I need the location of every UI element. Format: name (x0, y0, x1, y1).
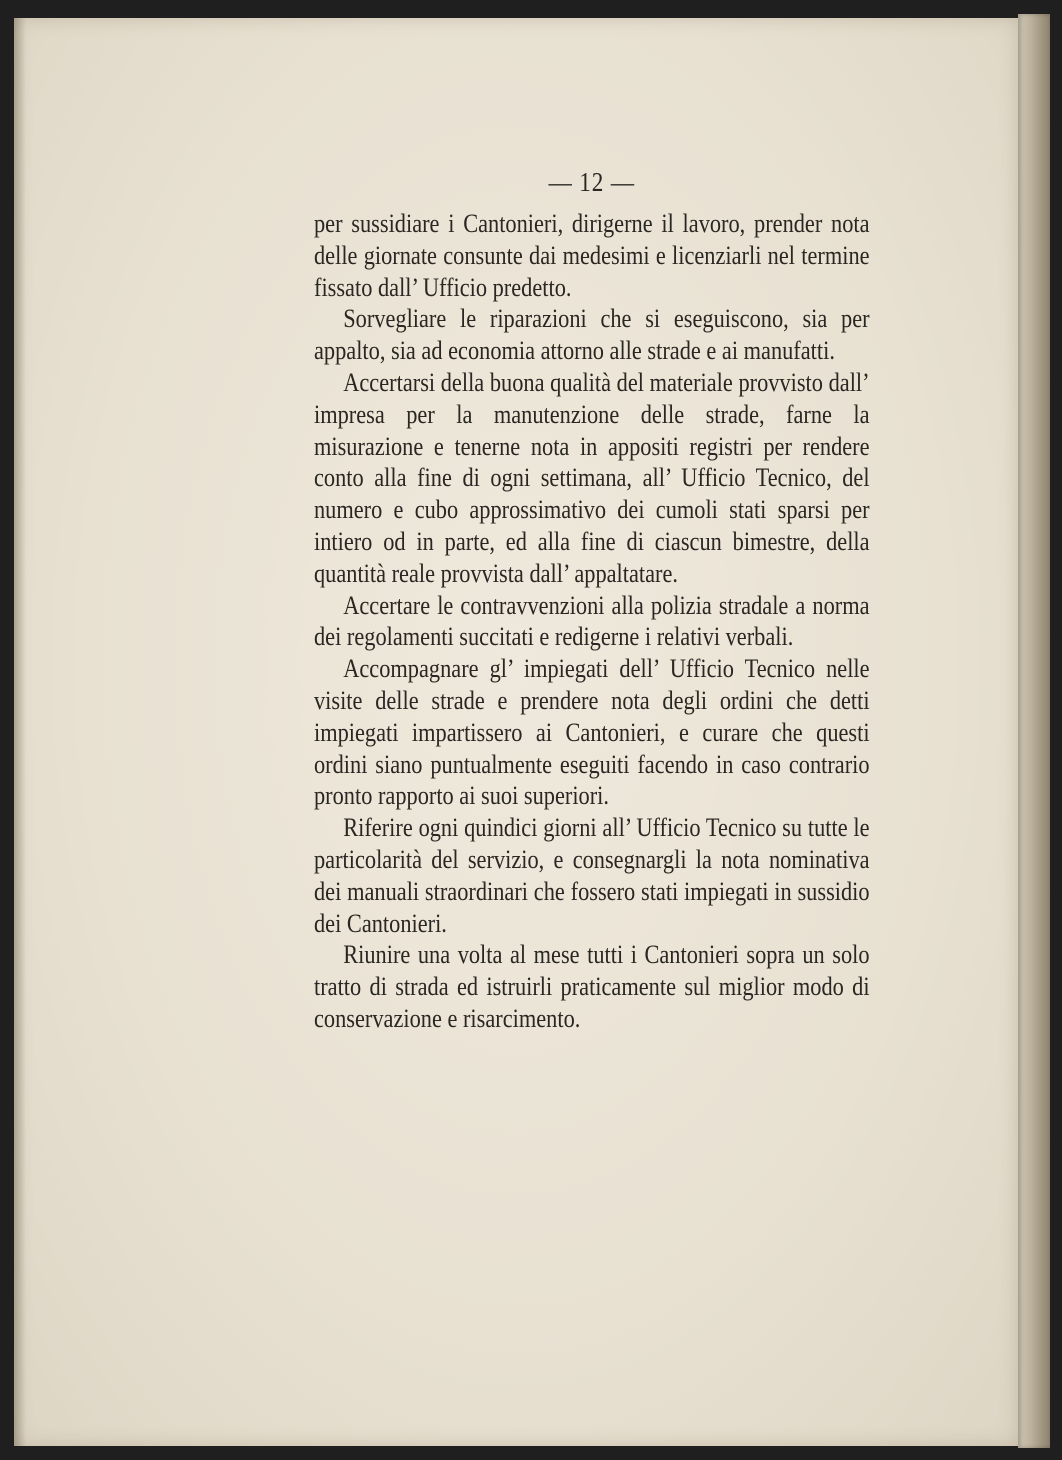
spine-shadow (14, 18, 26, 1446)
text-block (314, 160, 870, 1035)
paragraph: Riferire ogni quindici giorni all’ Ufficio Tecnico su tutte le particolarità del servizio, e consegnargli la nota nominativa dei manuali straordinari che fossero stati impiegati in sussidio dei Cantonieri. (314, 813, 870, 938)
paragraph: Accertare le contravvenzioni alla polizia stradale a norma dei regolamenti succitati e redigerne i relativi verbali. (314, 590, 870, 652)
page-edge (1018, 14, 1050, 1448)
paragraph: Accompagnare gl’ impiegati dell’ Ufficio Tecnico nelle visite delle strade e prendere nota degli ordini che detti impiegati impartissero ai Cantonieri, e curare che questi ordini siano puntualmente eseguiti facendo in caso contrario pronto rapporto ai suoi superiori. (314, 654, 870, 811)
paragraph: Sorvegliare le riparazioni che si eseguiscono, sia per appalto, sia ad economia attorno alle strade e ai manufatti. (314, 304, 870, 366)
paragraph: Accertarsi della buona qualità del materiale provvisto dall’ impresa per la manutenzione delle strade, farne la misurazione e tenerne nota in appositi registri per rendere conto alla fine di ogni settimana, all’ Ufficio Tecnico, del numero e cubo approssimativo dei cumoli stati sparsi per intiero od in parte, ed alla fine di ciascun bimestre, della quantità reale provvista dall’ appaltatare. (314, 367, 870, 588)
paragraph: per sussidiare i Cantonieri, dirigerne il lavoro, prender nota delle giornate consunte dai medesimi e licenziarli nel termine fissato dall’ Ufficio predetto. (314, 209, 870, 302)
paragraph: Riunire una volta al mese tutti i Cantonieri sopra un solo tratto di strada ed istruirli praticamente sul miglior modo di conservazione e risarcimento. (314, 940, 870, 1033)
page-number: — 12 — (548, 167, 635, 197)
